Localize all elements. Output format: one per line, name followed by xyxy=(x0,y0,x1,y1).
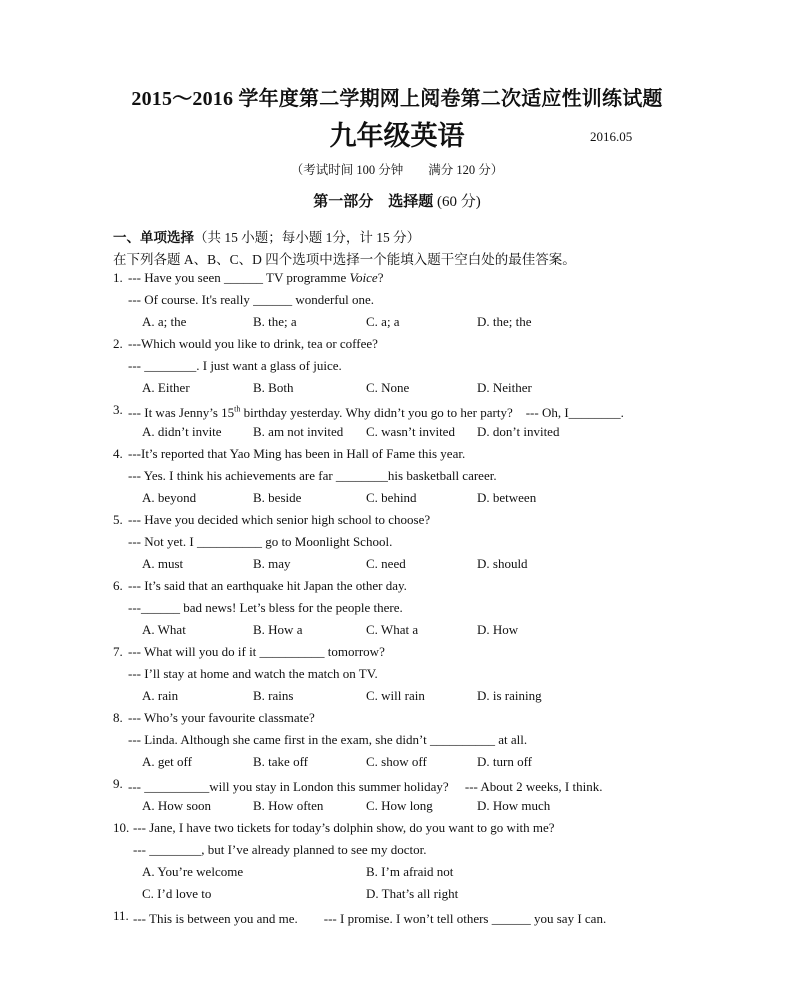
question-4-line1 xyxy=(0,446,794,468)
question-stem xyxy=(128,270,383,286)
question-stem: ---It’s reported that Yao Ming has been in Hall of Fame this year. xyxy=(128,446,466,461)
question-number: 1. xyxy=(113,270,123,285)
question-11-line1 xyxy=(0,908,794,930)
stem-superscript: th xyxy=(234,404,241,414)
option-d[interactable]: D. turn off xyxy=(477,754,533,769)
question-1-line2 xyxy=(0,292,794,314)
option-a[interactable]: A. must xyxy=(142,556,184,571)
question-9-options xyxy=(0,798,794,820)
question-stem: --- What will you do if it __________ tomorrow? xyxy=(128,644,385,659)
exam-info: （考试时间 100 分钟 满分 120 分） xyxy=(290,163,504,177)
question-stem: --- It’s said that an earthquake hit Japan the other day. xyxy=(128,578,407,593)
option-b[interactable]: B. rains xyxy=(253,688,294,703)
question-number: 6. xyxy=(113,578,123,593)
question-6-options xyxy=(0,622,794,644)
question-7-options xyxy=(0,688,794,710)
stem-text-end: ? xyxy=(377,270,384,285)
part-title: 第一部分 选择题 xyxy=(313,194,434,210)
option-a[interactable]: A. get off xyxy=(142,754,192,769)
option-c[interactable]: C. None xyxy=(366,380,410,395)
question-2-options xyxy=(0,380,794,402)
stem-text: --- Have you seen ______ TV programme xyxy=(128,270,350,285)
option-c[interactable]: C. wasn’t invited xyxy=(366,424,455,439)
question-10-line1 xyxy=(0,820,794,842)
option-c[interactable]: C. I’d love to xyxy=(142,886,212,901)
question-3-options xyxy=(0,424,794,446)
option-d[interactable]: D. don’t invited xyxy=(477,424,560,439)
question-5-line2 xyxy=(0,534,794,556)
option-d[interactable]: D. is raining xyxy=(477,688,542,703)
option-a[interactable]: A. beyond xyxy=(142,490,197,505)
option-d[interactable]: D. That’s all right xyxy=(366,886,459,901)
question-number: 3. xyxy=(113,402,123,417)
option-d[interactable]: D. Neither xyxy=(477,380,532,395)
option-c[interactable]: C. What a xyxy=(366,622,419,637)
option-a[interactable]: A. a; the xyxy=(142,314,187,329)
question-number: 5. xyxy=(113,512,123,527)
answer-line: --- Not yet. I __________ go to Moonlight School. xyxy=(128,534,393,549)
question-number: 9. xyxy=(113,776,123,791)
option-d[interactable]: D. should xyxy=(477,556,528,571)
option-b[interactable]: B. How often xyxy=(253,798,324,813)
question-10-options-row2 xyxy=(0,886,794,908)
option-d[interactable]: D. How much xyxy=(477,798,551,813)
option-c[interactable]: C. a; a xyxy=(366,314,400,329)
option-b[interactable]: B. the; a xyxy=(253,314,297,329)
stem-italic: Voice xyxy=(349,270,378,285)
question-8-line1 xyxy=(0,710,794,732)
option-b[interactable]: B. Both xyxy=(253,380,294,395)
question-4-line2 xyxy=(0,468,794,490)
option-b[interactable]: B. How a xyxy=(253,622,303,637)
question-number: 7. xyxy=(113,644,123,659)
question-number: 4. xyxy=(113,446,123,461)
stem-text: --- It was Jenny’s 15 xyxy=(128,405,235,420)
question-stem: --- This is between you and me. --- I promise. I won’t tell others ______ you say I can. xyxy=(133,911,607,926)
question-7-line2 xyxy=(0,666,794,688)
answer-line: ---______ bad news! Let’s bless for the people there. xyxy=(128,600,403,615)
option-d[interactable]: D. between xyxy=(477,490,537,505)
exam-title: 2015～2016 学年度第二学期网上阅卷第二次适应性训练试题 xyxy=(131,88,663,110)
question-10-options-row1 xyxy=(0,864,794,886)
exam-date: 2016.05 xyxy=(590,129,633,144)
question-9-line1 xyxy=(0,776,794,798)
question-stem: ---Which would you like to drink, tea or coffee? xyxy=(128,336,378,351)
option-c[interactable]: C. show off xyxy=(366,754,427,769)
question-number: 8. xyxy=(113,710,123,725)
option-a[interactable]: A. You’re welcome xyxy=(142,864,244,879)
option-b[interactable]: B. beside xyxy=(253,490,302,505)
question-4-options xyxy=(0,490,794,512)
answer-line: --- Yes. I think his achievements are far ________his basketball career. xyxy=(128,468,497,483)
option-d[interactable]: D. the; the xyxy=(477,314,532,329)
question-number: 11. xyxy=(113,908,129,923)
option-b[interactable]: B. take off xyxy=(253,754,308,769)
question-number: 10. xyxy=(113,820,130,835)
section-instruction: 在下列各题 A、B、C、D 四个选项中选择一个能填入题干空白处的最佳答案。 xyxy=(113,252,576,267)
question-stem: --- Who’s your favourite classmate? xyxy=(128,710,315,725)
option-a[interactable]: A. Either xyxy=(142,380,190,395)
question-7-line1 xyxy=(0,644,794,666)
question-2-line2 xyxy=(0,358,794,380)
answer-line: --- Of course. It's really ______ wonderful one. xyxy=(128,292,375,307)
answer-line: --- Linda. Although she came first in the exam, she didn’t __________ at all. xyxy=(128,732,528,747)
question-stem: --- Jane, I have two tickets for today’s dolphin show, do you want to go with me? xyxy=(133,820,555,835)
question-stem xyxy=(128,402,624,421)
question-5-line1 xyxy=(0,512,794,534)
option-b[interactable]: B. am not invited xyxy=(253,424,344,439)
question-1-line1 xyxy=(0,270,794,292)
section-heading xyxy=(113,226,420,246)
option-b[interactable]: B. I’m afraid not xyxy=(366,864,454,879)
option-a[interactable]: A. What xyxy=(142,622,186,637)
question-8-options xyxy=(0,754,794,776)
answer-line: --- ________. I just want a glass of juice. xyxy=(128,358,342,373)
option-c[interactable]: C. How long xyxy=(366,798,433,813)
question-stem: --- __________will you stay in London this summer holiday? --- About 2 weeks, I think. xyxy=(128,779,603,794)
option-b[interactable]: B. may xyxy=(253,556,291,571)
question-6-line2 xyxy=(0,600,794,622)
answer-line: --- ________, but I’ve already planned to see my doctor. xyxy=(133,842,427,857)
question-2-line1 xyxy=(0,336,794,358)
section-note: （共 15 小题；每小题 1分，计 15 分） xyxy=(194,230,421,245)
question-number: 2. xyxy=(113,336,123,351)
part-score: (60 分) xyxy=(437,194,481,210)
question-5-options xyxy=(0,556,794,578)
option-a[interactable]: A. rain xyxy=(142,688,179,703)
section-title: 一、单项选择 xyxy=(113,230,194,245)
answer-line: --- I’ll stay at home and watch the match on TV. xyxy=(128,666,378,681)
subject-title: 九年级英语 xyxy=(329,121,465,151)
question-6-line1 xyxy=(0,578,794,600)
part-heading xyxy=(0,190,794,211)
question-10-line2 xyxy=(0,842,794,864)
question-1-options xyxy=(0,314,794,336)
option-c[interactable]: C. will rain xyxy=(366,688,425,703)
option-c[interactable]: C. behind xyxy=(366,490,417,505)
question-8-line2 xyxy=(0,732,794,754)
option-a[interactable]: A. How soon xyxy=(142,798,211,813)
question-3-line1 xyxy=(0,402,794,424)
option-d[interactable]: D. How xyxy=(477,622,519,637)
stem-text-end: birthday yesterday. Why didn’t you go to her party? --- Oh, I________. xyxy=(240,405,624,420)
option-c[interactable]: C. need xyxy=(366,556,406,571)
question-stem: --- Have you decided which senior high school to choose? xyxy=(128,512,431,527)
option-a[interactable]: A. didn’t invite xyxy=(142,424,222,439)
